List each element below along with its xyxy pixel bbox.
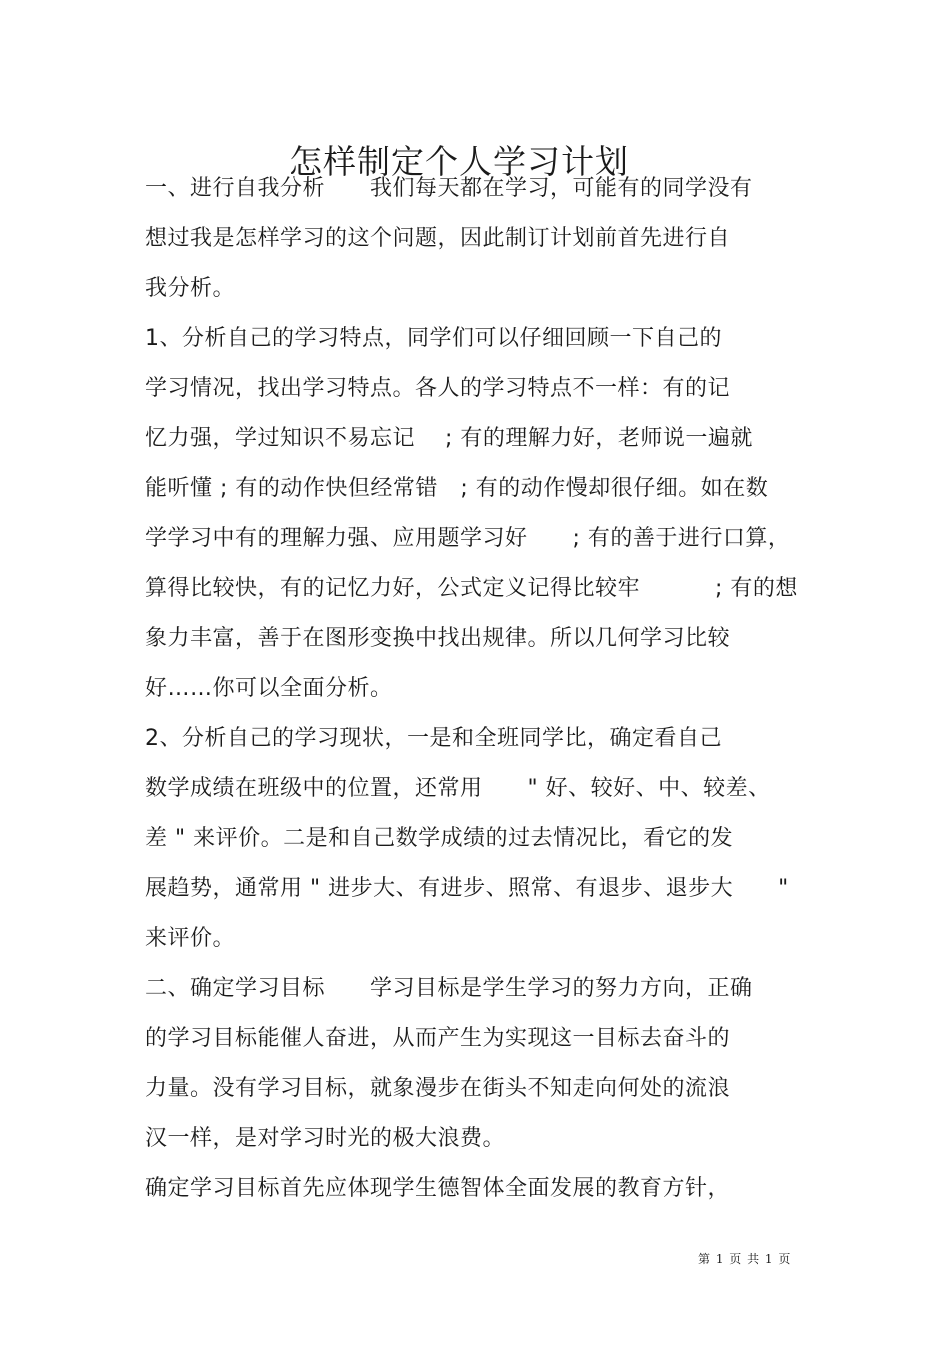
text-line: 差 " 来评价。二是和自己数学成绩的过去情况比，看它的发 [145,826,734,851]
text-line: 学习情况，找出学习特点。各人的学习特点不一样：有的记 [145,376,731,401]
page-title: 怎样制定个人学习计划 [289,142,629,182]
text-line: 忆力强，学过知识不易忘记 ; 有的理解力好，老师说一遍就 [145,426,753,451]
text-line: 我分析。 [145,276,236,301]
text-line: 的学习目标能催人奋进，从而产生为实现这一目标去奋斗的 [145,1026,731,1051]
text-line: 一、进行自我分析 我们每天都在学习，可能有的同学没有 [145,176,753,201]
text-line: 学学习中有的理解力强、应用题学习好 ; 有的善于进行口算， [145,526,791,551]
text-line: 力量。没有学习目标，就象漫步在街头不知走向何处的流浪 [145,1076,731,1101]
page-footer: 第 1 页 共 1 页 [698,1252,792,1266]
text-line: 1、分析自己的学习特点，同学们可以仔细回顾一下自己的 [145,326,722,351]
text-line: 象力丰富，善于在图形变换中找出规律。所以几何学习比较 [145,626,731,651]
text-line: 算得比较快，有的记忆力好，公式定义记得比较牢 ; 有的想 [145,576,798,601]
text-line: 二、确定学习目标 学习目标是学生学习的努力方向，正确 [145,976,753,1001]
text-line: 确定学习目标首先应体现学生德智体全面发展的教育方针， [145,1176,731,1201]
text-line: 汉一样，是对学习时光的极大浪费。 [145,1126,506,1151]
text-line: 能听懂 ; 有的动作快但经常错 ; 有的动作慢却很仔细。如在数 [145,476,769,501]
text-line: 好……你可以全面分析。 [145,676,393,701]
text-line: 来评价。 [145,926,236,951]
text-line: 2、分析自己的学习现状，一是和全班同学比，确定看自己 [145,726,722,751]
text-line: 数学成绩在班级中的位置，还常用 " 好、较好、中、较差、 [145,776,771,801]
text-line: 展趋势，通常用 " 进步大、有进步、照常、有退步、退步大 " [145,876,789,901]
text-line: 想过我是怎样学习的这个问题，因此制订计划前首先进行自 [145,226,731,251]
